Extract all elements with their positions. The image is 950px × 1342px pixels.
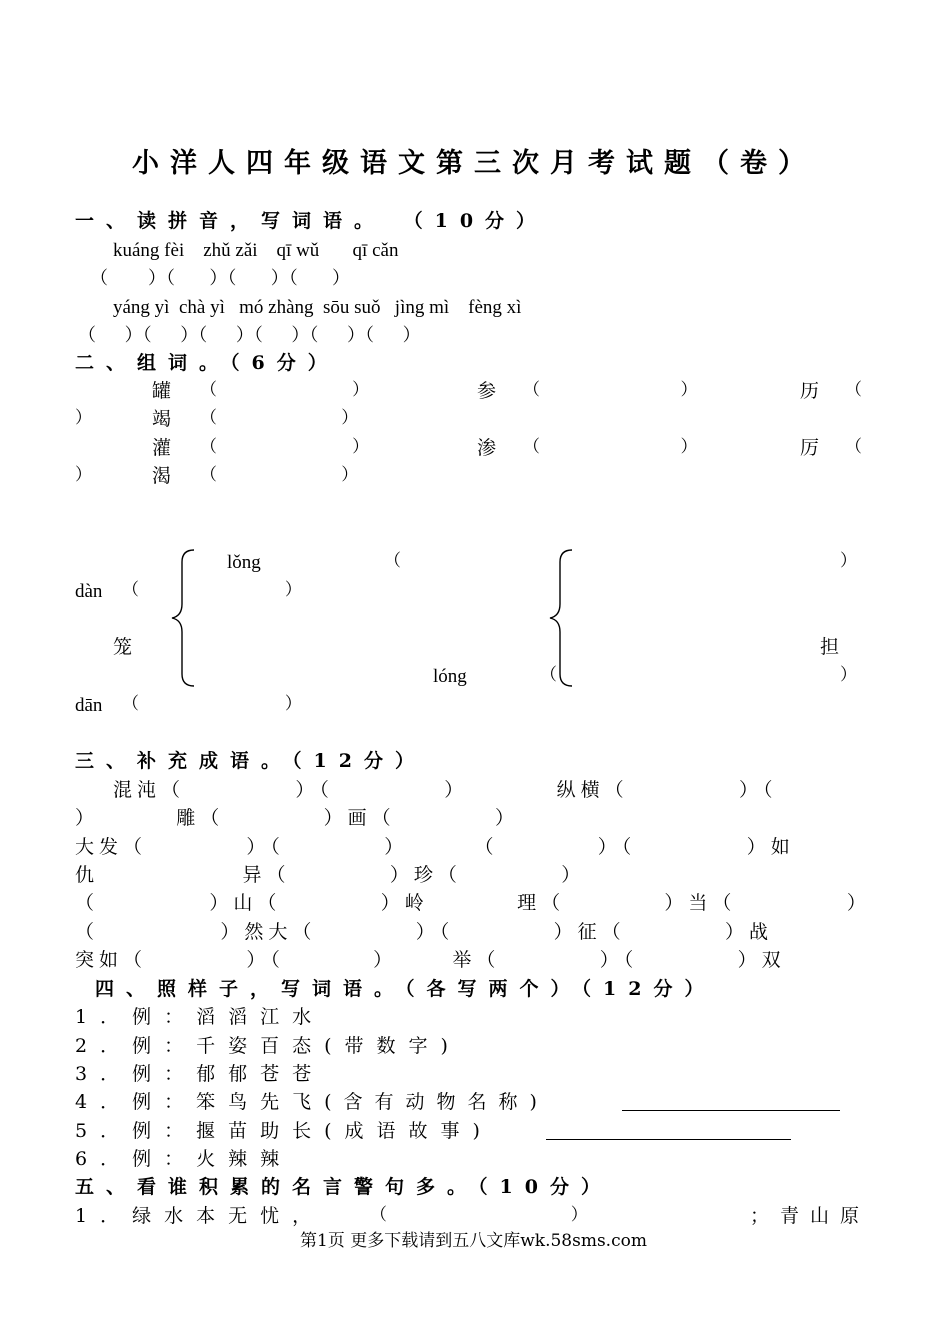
poly-char-dan: 担 (820, 636, 840, 658)
word-char-li: 历 (800, 380, 820, 402)
answer-blanks-row-2[interactable]: （ ）（ ）（ ）（ ）（ ）（ ） (78, 325, 421, 346)
word-char-can: 参 (477, 380, 497, 402)
poly-blank[interactable]: （ ） (122, 580, 302, 600)
word-blank[interactable]: （ ） (523, 437, 698, 457)
word-char-guan2: 灌 (152, 437, 172, 459)
word-blank-close: ） (75, 408, 92, 428)
left-brace-icon (168, 548, 198, 688)
item-number: 1． (75, 1006, 133, 1028)
idiom-line-6[interactable]: （ ）然大（ ）（ ）征（ ）战 (75, 921, 774, 943)
word-blank[interactable]: （ ） (200, 437, 370, 457)
poly-blank[interactable]: （ ） (122, 694, 302, 714)
pinyin-long3: lǒng (227, 552, 261, 573)
idiom-line-7[interactable]: 突如（ ）（ ） 举（ ）（ ）双 (75, 949, 786, 971)
word-blank[interactable]: （ ） (200, 408, 359, 428)
word-char-guan: 罐 (152, 380, 172, 402)
quote-item-1 (75, 1207, 324, 1226)
section3-heading: 三、补充成语。（12分） (75, 750, 426, 772)
poly-blank-open[interactable]: （ (384, 551, 401, 571)
idiom-line-1[interactable]: 混沌（ ）（ ） 纵横（ ）（ (113, 779, 778, 801)
item-note: (带数字) (324, 1035, 461, 1057)
word-blank[interactable]: （ ） (200, 465, 359, 485)
pinyin-long2: lóng (433, 666, 467, 687)
item-note: (含有动物名称) (324, 1091, 549, 1113)
example-item-2 (75, 1037, 461, 1056)
pinyin-row-1: kuáng fèi zhǔ zǎi qī wǔ qī cǎn (113, 240, 399, 261)
example-item-4 (75, 1093, 549, 1112)
poly-blank-close: ） (840, 551, 857, 571)
item-note: (成语故事) (324, 1120, 493, 1142)
word-blank[interactable]: （ (845, 380, 862, 400)
pinyin-dan1: dān (75, 695, 103, 716)
section1-heading: 一、读拼音，写词语。 （10分） (75, 210, 548, 232)
example-item-3 (75, 1065, 324, 1084)
word-blank-close: ） (75, 465, 92, 485)
section4-heading: 四、照样子，写词语。（各写两个）（12分） (95, 978, 716, 1000)
poly-blank-close: ） (840, 665, 857, 685)
example-item-6 (75, 1150, 292, 1169)
page-footer: 第1页 更多下载请到五八文库wk.58sms.com (300, 1231, 647, 1251)
poly-char-long: 笼 (113, 636, 133, 658)
quote-tail: ；青山原 (750, 1205, 871, 1227)
quote-blank[interactable]: （ ） (370, 1205, 588, 1225)
word-char-ke: 渴 (152, 465, 172, 487)
word-char-shen: 渗 (477, 437, 497, 459)
item-number: 5． (75, 1120, 133, 1142)
idiom-line-3[interactable]: 大发（ ）（ ） （ ）（ ）如 (75, 836, 795, 858)
section5-heading: 五、看谁积累的名言警句多。（10分） (75, 1176, 612, 1198)
item-example: 例：揠苗助长 (132, 1120, 325, 1142)
item-number: 2． (75, 1035, 133, 1057)
idiom-line-5[interactable]: （ ）山（ ）岭 理（ ）当（ ） (75, 892, 871, 914)
example-item-5 (75, 1122, 493, 1141)
item-example: 例：笨鸟先飞 (132, 1091, 325, 1113)
answer-blanks-row-1[interactable]: （ ）（ ）（ ）（ ） (90, 268, 351, 289)
item-number: 4． (75, 1091, 133, 1113)
word-blank[interactable]: （ (845, 437, 862, 457)
answer-line[interactable] (622, 1110, 840, 1111)
idiom-line-2[interactable]: ） 雕（ ）画（ ） (75, 807, 519, 829)
word-blank[interactable]: （ ） (200, 380, 370, 400)
quote-text: 绿水本无忧， (132, 1205, 325, 1227)
pinyin-dan4: dàn (75, 581, 103, 602)
item-number: 6． (75, 1148, 133, 1170)
word-char-jie: 竭 (152, 408, 172, 430)
item-number: 3． (75, 1063, 133, 1085)
word-blank[interactable]: （ ） (523, 380, 698, 400)
idiom-line-4[interactable]: 仇 异（ ）珍（ ） (75, 864, 586, 886)
answer-line[interactable] (546, 1139, 791, 1140)
poly-blank-open[interactable]: （ (540, 665, 557, 685)
pinyin-row-2: yáng yì chà yì mó zhàng sōu suǒ jìng mì fèng xì (113, 297, 522, 318)
word-char-li2: 厉 (800, 437, 820, 459)
item-example: 例：千姿百态 (132, 1035, 325, 1057)
section2-heading: 二、组词。（6分） (75, 352, 339, 374)
item-example: 例：火辣辣 (132, 1148, 293, 1170)
item-example: 例：滔滔江水 (132, 1006, 325, 1028)
item-example: 例：郁郁苍苍 (132, 1063, 325, 1085)
page-title: 小洋人四年级语文第三次月考试题（卷） (132, 148, 816, 179)
example-item-1 (75, 1008, 324, 1027)
item-number: 1． (75, 1205, 133, 1227)
